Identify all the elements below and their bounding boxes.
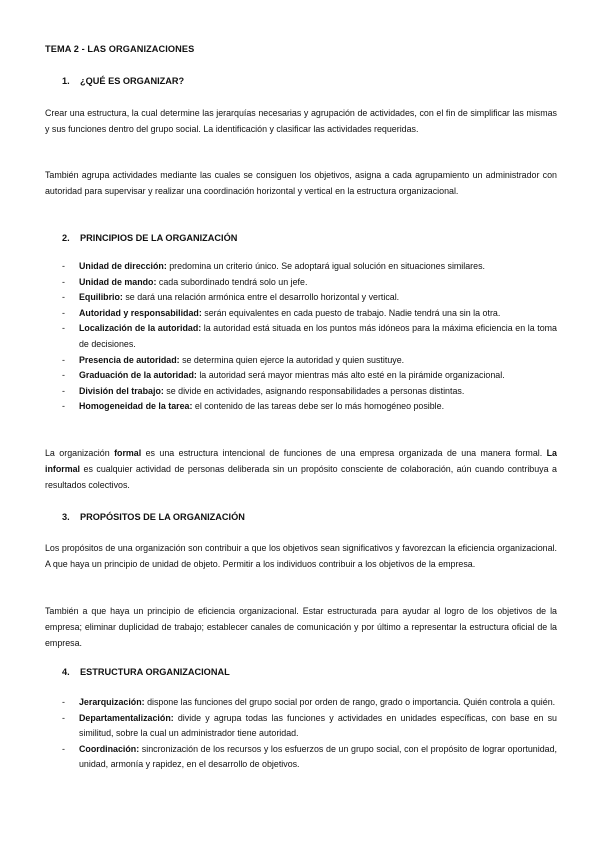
section-1-number: 1. [62, 76, 70, 86]
section-2-title: PRINCIPIOS DE LA ORGANIZACIÓN [80, 233, 238, 243]
item-text: divide y agrupa todas las funciones y actividades en unidades específicas, con base en su similitud, sobre la cual un administrador tiene autoridad. [79, 712, 557, 739]
item-text: se divide en actividades, asignando responsabilidades a personas distintas. [163, 385, 465, 396]
note-bold-formal: formal [114, 448, 142, 458]
list-item [45, 384, 557, 400]
section-1-title: ¿QUÉ ES ORGANIZAR? [80, 76, 185, 86]
item-term: División del trabajo: [79, 385, 164, 396]
item-term: Coordinación: [79, 743, 140, 754]
formal-informal-paragraph [45, 445, 557, 493]
list-item [45, 711, 557, 742]
item-text: la autoridad será mayor mientras más alto esté en la pirámide organizacional. [196, 370, 505, 381]
list-item [45, 321, 557, 352]
section-3-title: PROPÓSITOS DE LA ORGANIZACIÓN [80, 512, 245, 522]
note-text-2: es una estructura intencional de funciones de una empresa organizada de una manera formal. [141, 448, 547, 458]
bullet-dash: - [62, 323, 65, 334]
item-text: se determina quien ejerce la autoridad y quien sustituye. [179, 354, 405, 365]
section-4-heading [62, 667, 230, 677]
section-3-paragraph-1: Los propósitos de una organización son contribuir a que los objetivos sean significativos y favorezcan la eficiencia organizacional. A que haya un principio de unidad de objeto. Permitir a los individuos contribuir a los objetivos de la empresa. [45, 543, 557, 569]
item-term: Equilibrio: [79, 292, 123, 303]
list-item [45, 306, 557, 322]
list-item [45, 353, 557, 369]
item-text: sincronización de los recursos y los esfuerzos de un grupo social, con el propósito de lograr oportunidad, unidad, armonía y rapidez, en el desarrollo de objetivos. [79, 743, 557, 770]
list-item [45, 399, 557, 415]
item-text: se dará una relación armónica entre el desarrollo horizontal y vertical. [122, 292, 400, 303]
item-text: el contenido de las tareas debe ser lo más homogéneo posible. [192, 401, 445, 412]
item-text: cada subordinado tendrá solo un jefe. [156, 276, 308, 287]
section-3-number: 3. [62, 512, 70, 522]
list-item [45, 275, 557, 291]
item-term: Unidad de mando: [79, 276, 157, 287]
list-item [45, 742, 557, 773]
item-text: la autoridad está situada en los puntos más idóneos para la máxima eficiencia en la toma de decisiones. [79, 323, 557, 349]
item-text: predomina un criterio único. Se adoptará igual solución en situaciones similares. [166, 261, 485, 271]
list-item [45, 259, 557, 275]
note-text-3: es cualquier actividad de personas deliberada sin un propósito consciente de colaboración, aún cuando contribuya a resultados colectivos. [45, 464, 557, 490]
bullet-dash: - [62, 276, 65, 287]
bullet-dash: - [62, 292, 65, 303]
section-1-paragraph-1: Crear una estructura, la cual determine las jerarquías necesarias y agrupación de actividades, con el fin de simplificar las mismas y sus funciones dentro del grupo social. La identificación y clasificar las actividades requeridas. [45, 108, 557, 134]
structure-list [45, 695, 557, 773]
note-text-1: La organización [45, 448, 115, 458]
item-text: dispone las funciones del grupo social por orden de rango, grado o importancia. Quién controla a quién. [144, 697, 556, 707]
item-term: Presencia de autoridad: [79, 354, 180, 365]
bullet-dash: - [62, 307, 65, 318]
section-4-title: ESTRUCTURA ORGANIZACIONAL [80, 667, 230, 677]
section-2-heading [62, 233, 237, 243]
list-item [45, 695, 557, 711]
bullet-dash: - [62, 385, 65, 396]
section-1-heading [62, 76, 184, 86]
bullet-dash: - [62, 354, 65, 365]
section-3-heading [62, 512, 245, 522]
item-term: Graduación de la autoridad: [79, 370, 197, 381]
document-title: TEMA 2 - LAS ORGANIZACIONES [45, 44, 195, 54]
item-term: Homogeneidad de la tarea: [79, 401, 193, 412]
bullet-dash: - [62, 370, 65, 381]
list-item [45, 290, 557, 306]
item-text: serán equivalentes en cada puesto de trabajo. Nadie tendrá una sin la otra. [201, 307, 501, 318]
section-1-paragraph-2: También agrupa actividades mediante las cuales se consiguen los objetivos, asigna a cada agrupamiento un administrador con autoridad para supervisar y realizar una coordinación horizontal y vertical en la estructura organizacional. [45, 170, 557, 196]
item-term: Jerarquización: [79, 697, 145, 707]
bullet-dash: - [62, 261, 65, 271]
item-term: Localización de la autoridad: [79, 323, 202, 334]
section-2-number: 2. [62, 233, 70, 243]
bullet-dash: - [62, 401, 65, 412]
list-item [45, 368, 557, 384]
item-term: Autoridad y responsabilidad: [79, 307, 202, 318]
principles-list [45, 259, 557, 415]
bullet-dash: - [62, 697, 65, 707]
item-term: Unidad de dirección: [79, 261, 167, 271]
section-4-number: 4. [62, 667, 70, 677]
bullet-dash: - [62, 743, 65, 754]
note-bold-informal: La informal [45, 448, 557, 474]
bullet-dash: - [62, 712, 65, 723]
section-3-paragraph-2: También a que haya un principio de eficiencia organizacional. Estar estructurada para ayudar al logro de los objetivos de la empresa; eliminar duplicidad de trabajo; establecer canales de comunicación y por último a representar la estructura oficial de la empresa. [45, 606, 557, 648]
item-term: Departamentalización: [79, 712, 174, 723]
